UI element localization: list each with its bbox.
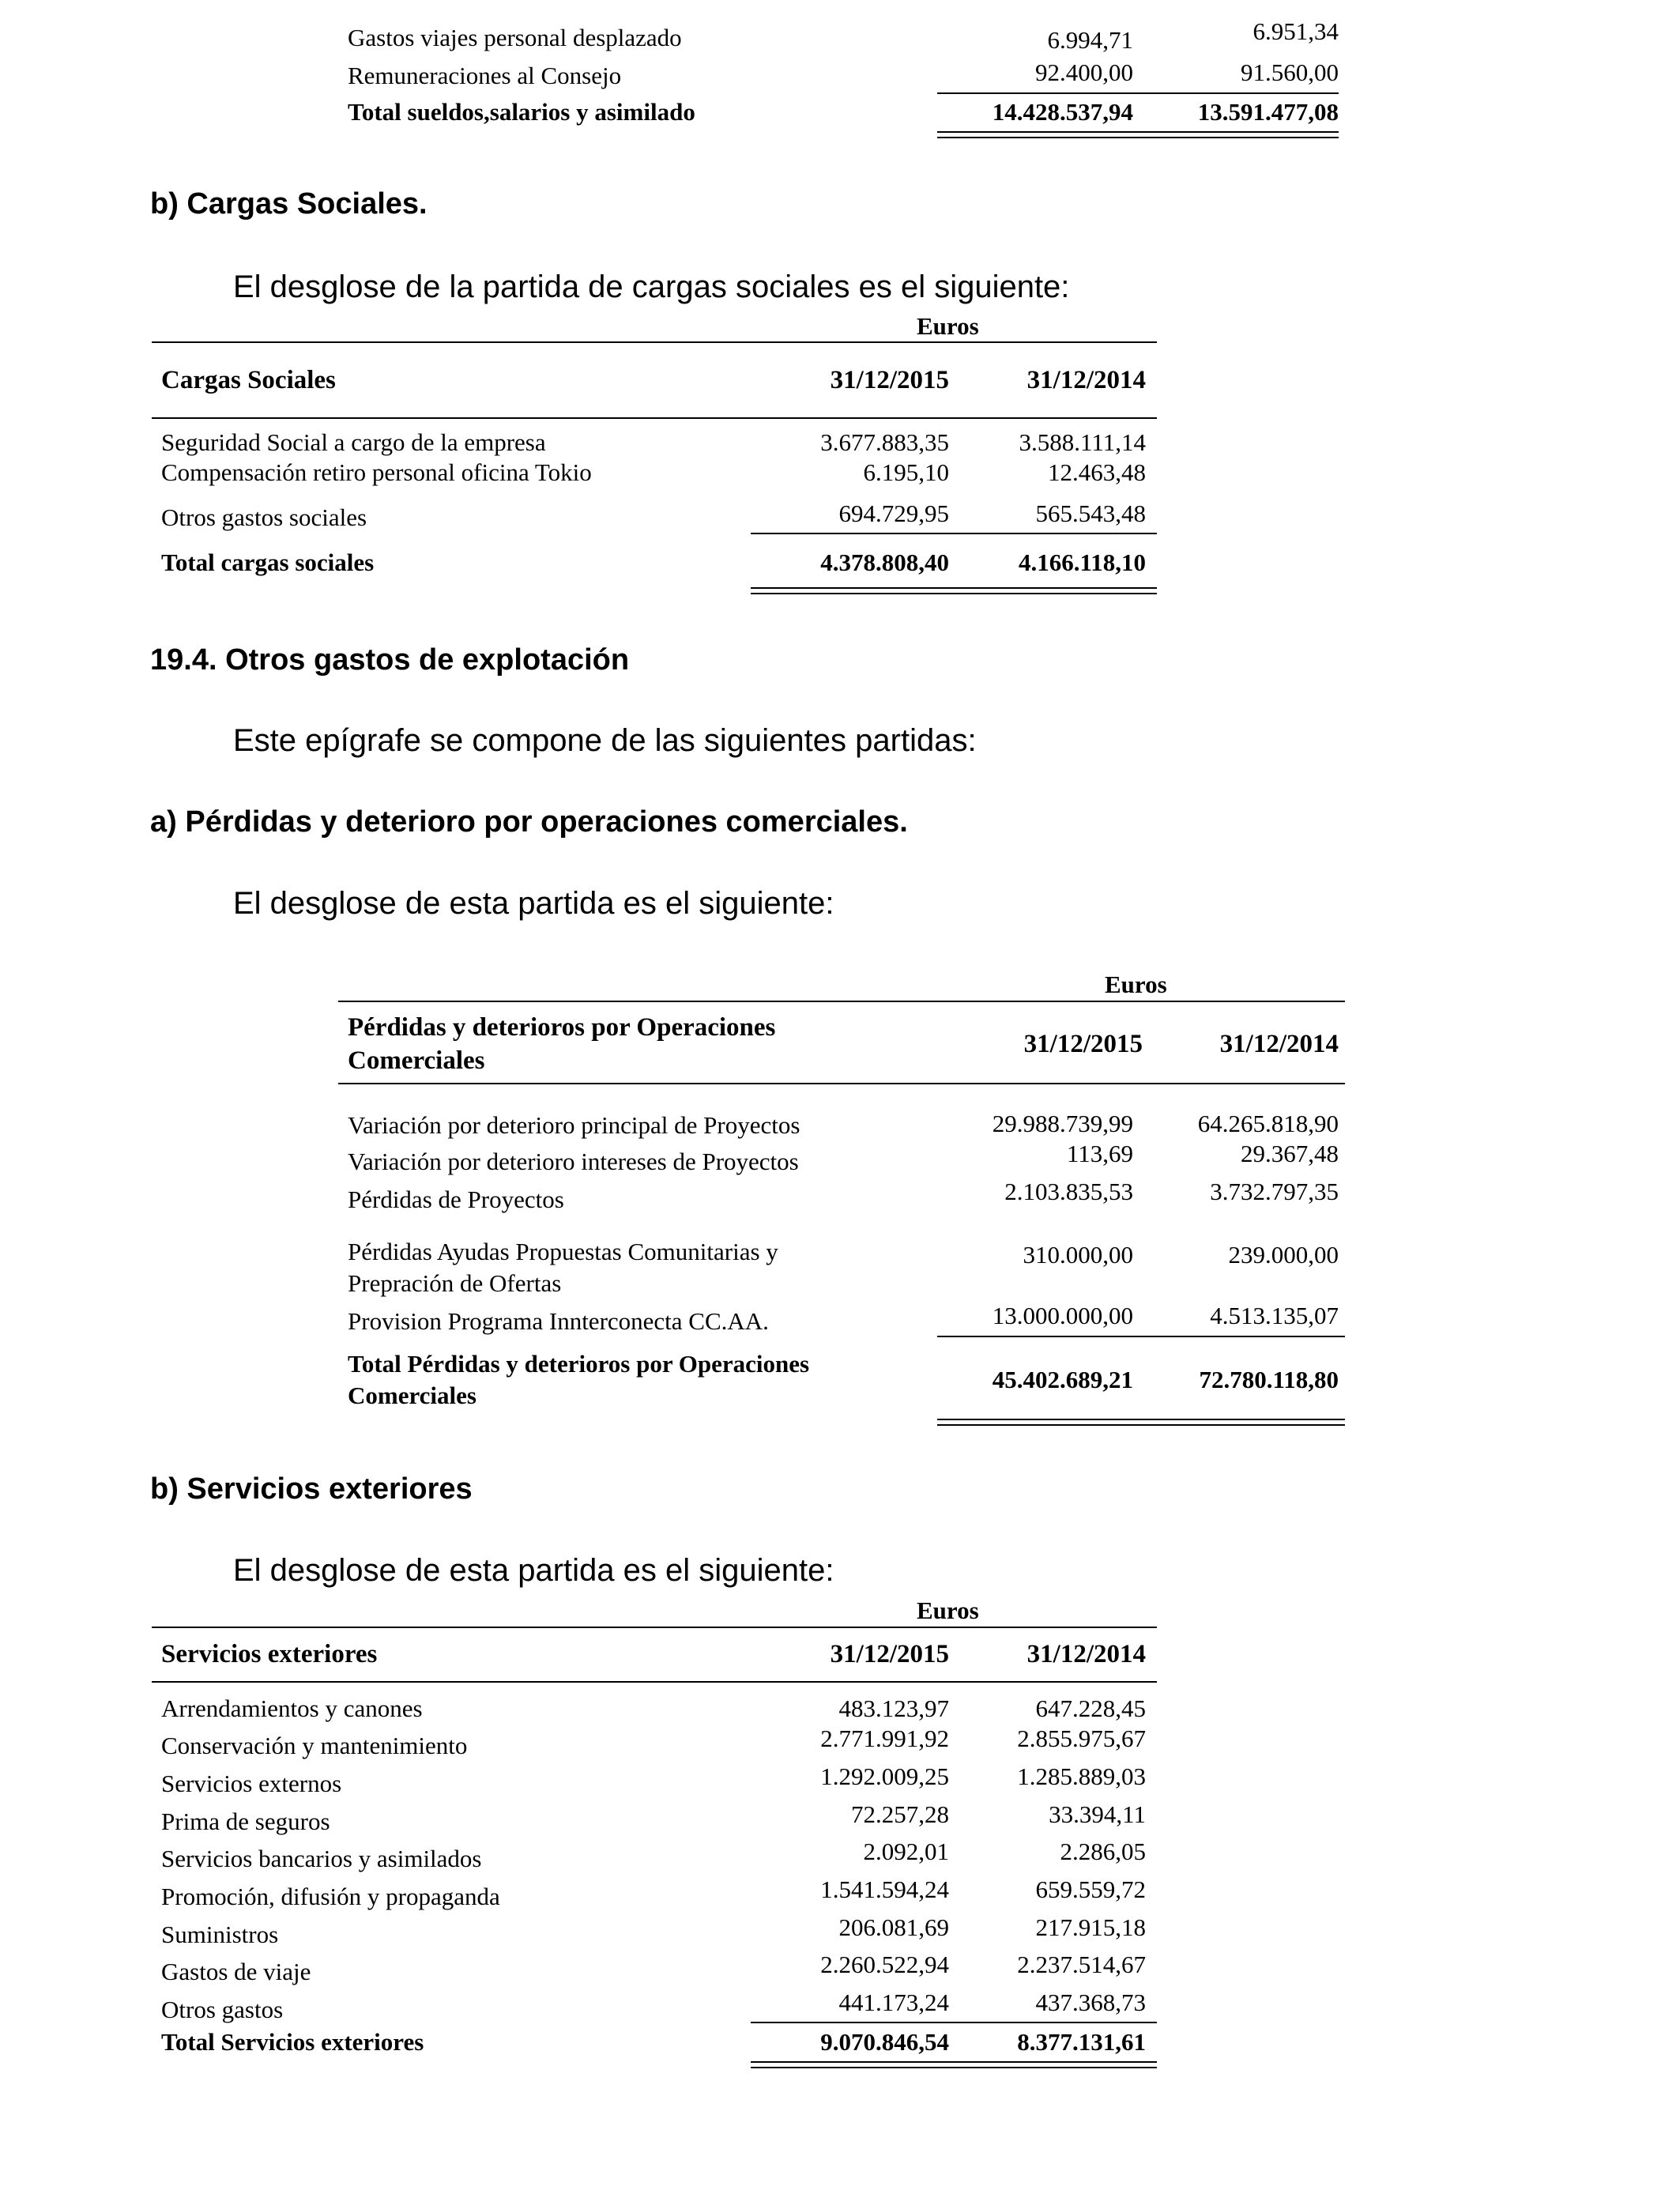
total-label: Total sueldos,salarios y asimilado [348, 98, 695, 126]
total-label: Total Servicios exteriores [161, 2028, 424, 2056]
subtotal-rule [751, 2022, 1157, 2023]
table-row-label: Compensación retiro personal oficina Tokio [161, 458, 592, 486]
table-row-value-2015: 29.988.739,99 [992, 1110, 1133, 1137]
table-row-value-2015: 441.173,24 [838, 1989, 949, 2016]
table-row-label: Suministros [161, 1921, 279, 1948]
table-row-value-2014: 12.463,48 [1048, 458, 1146, 486]
row-value-2014: 6.951,34 [1252, 17, 1339, 45]
subtotal-rule [751, 533, 1157, 534]
row-value-2015: 92.400,00 [1035, 58, 1133, 86]
table-row-value-2014: 1.285.889,03 [1017, 1762, 1146, 1790]
subtotal-rule [937, 1336, 1345, 1337]
table-row-label: Provision Programa Innterconecta CC.AA. [348, 1307, 769, 1335]
total-value-2015: 4.378.808,40 [820, 548, 949, 576]
table-row-value-2015: 2.092,01 [863, 1838, 949, 1865]
column-header-2015: 31/12/2015 [1023, 1030, 1143, 1058]
table-row-value-2015: 2.103.835,53 [1004, 1178, 1133, 1205]
column-header-title: Pérdidas y deterioros por Operaciones [348, 1013, 776, 1042]
table-row-value-2014: 4.513.135,07 [1210, 1302, 1339, 1329]
table-row-value-2014: 239.000,00 [1228, 1241, 1339, 1269]
table-row-label: Pérdidas de Proyectos [348, 1186, 564, 1213]
section-intro: El desglose de esta partida es el siguiente: [233, 886, 834, 921]
table-row-value-2015: 113,69 [1066, 1140, 1133, 1167]
table-row-value-2015: 3.677.883,35 [820, 428, 949, 456]
table-row-value-2015: 2.260.522,94 [820, 1951, 949, 1978]
subtotal-rule [937, 92, 1339, 94]
column-header-title: Servicios exteriores [161, 1640, 378, 1668]
section-intro: El desglose de esta partida es el siguiente: [233, 1553, 834, 1588]
table-row-label: Otros gastos sociales [161, 503, 367, 531]
euros-label: Euros [917, 312, 979, 340]
euros-label: Euros [917, 1596, 979, 1624]
table-row-label: Pérdidas Ayudas Propuestas Comunitarias y [348, 1238, 778, 1265]
table-row-label: Variación por deterioro intereses de Proyectos [348, 1148, 799, 1175]
total-value-2015: 14.428.537,94 [992, 98, 1133, 126]
table-row-value-2014: 64.265.818,90 [1197, 1110, 1339, 1137]
table-row-label: Prima de seguros [161, 1808, 330, 1835]
column-header-2014: 31/12/2014 [1219, 1030, 1339, 1058]
table-row-value-2014: 33.394,11 [1049, 1800, 1146, 1828]
column-header-title: Cargas Sociales [161, 366, 336, 394]
row-value-2014: 91.560,00 [1241, 58, 1339, 86]
total-value-2015: 45.402.689,21 [992, 1366, 1133, 1393]
section-intro: El desglose de la partida de cargas sociales es el siguiente: [233, 270, 1070, 304]
table-top-rule [338, 1001, 1345, 1002]
header-bottom-rule [152, 1681, 1157, 1683]
column-header-2015: 31/12/2015 [830, 366, 949, 394]
column-header-2014: 31/12/2014 [1026, 366, 1146, 394]
table-row-label-line2: Prepración de Ofertas [348, 1269, 562, 1297]
table-row-label: Servicios bancarios y asimilados [161, 1845, 482, 1872]
table-row-value-2015: 1.541.594,24 [820, 1875, 949, 1903]
total-double-rule [751, 2061, 1157, 2068]
total-value-2014: 8.377.131,61 [1017, 2028, 1146, 2056]
table-row-label: Variación por deterioro principal de Proyectos [348, 1111, 800, 1139]
table-row-label: Servicios externos [161, 1770, 342, 1797]
table-row-value-2014: 2.237.514,67 [1017, 1951, 1146, 1978]
table-row-value-2014: 217.915,18 [1035, 1913, 1146, 1941]
total-double-rule [751, 587, 1157, 594]
table-row-value-2014: 29.367,48 [1241, 1140, 1339, 1167]
table-row-value-2015: 310.000,00 [1023, 1241, 1133, 1269]
header-bottom-rule [152, 417, 1157, 419]
section-heading: b) Cargas Sociales. [150, 187, 428, 221]
table-row-label: Promoción, difusión y propaganda [161, 1883, 500, 1910]
table-row-value-2014: 2.286,05 [1060, 1838, 1146, 1865]
table-row-value-2014: 659.559,72 [1035, 1875, 1146, 1903]
table-top-rule [152, 1627, 1157, 1628]
section-heading: b) Servicios exteriores [150, 1472, 473, 1506]
table-row-value-2014: 647.228,45 [1035, 1695, 1146, 1722]
table-row-value-2015: 72.257,28 [851, 1800, 949, 1828]
table-row-label: Arrendamientos y canones [161, 1695, 423, 1722]
section-heading: 19.4. Otros gastos de explotación [150, 643, 630, 677]
table-row-value-2015: 13.000.000,00 [992, 1302, 1133, 1329]
table-row-value-2014: 437.368,73 [1035, 1989, 1146, 2016]
total-double-rule [937, 1419, 1345, 1426]
total-value-2015: 9.070.846,54 [820, 2028, 949, 2056]
row-value-2015: 6.994,71 [1047, 26, 1133, 54]
table-row-label: Gastos de viaje [161, 1958, 311, 1985]
column-header-2015: 31/12/2015 [830, 1640, 949, 1668]
table-top-rule [152, 341, 1157, 343]
euros-label: Euros [1105, 971, 1167, 998]
table-row-label: Seguridad Social a cargo de la empresa [161, 428, 546, 456]
table-row-label: Otros gastos [161, 1996, 284, 2023]
total-label: Total Pérdidas y deterioros por Operaciones [348, 1350, 810, 1378]
total-double-rule [937, 131, 1339, 138]
table-row-value-2015: 2.771.991,92 [820, 1725, 949, 1752]
total-value-2014: 13.591.477,08 [1197, 98, 1339, 126]
section-heading: a) Pérdidas y deterioro por operaciones comerciales. [150, 805, 908, 839]
column-header-title-line2: Comerciales [348, 1046, 485, 1075]
table-row-value-2014: 3.732.797,35 [1210, 1178, 1339, 1205]
table-row-value-2015: 483.123,97 [838, 1695, 949, 1722]
table-row-label: Conservación y mantenimiento [161, 1732, 468, 1759]
table-row-value-2014: 2.855.975,67 [1017, 1725, 1146, 1752]
table-row-value-2015: 1.292.009,25 [820, 1762, 949, 1790]
section-intro: Este epígrafe se compone de las siguientes partidas: [233, 723, 977, 758]
total-value-2014: 4.166.118,10 [1018, 548, 1146, 576]
total-label-line2: Comerciales [348, 1382, 477, 1409]
total-value-2014: 72.780.118,80 [1199, 1366, 1339, 1393]
table-row-value-2015: 694.729,95 [838, 499, 949, 527]
column-header-2014: 31/12/2014 [1026, 1640, 1146, 1668]
header-bottom-rule [338, 1083, 1345, 1084]
total-label: Total cargas sociales [161, 548, 375, 576]
table-row-value-2015: 206.081,69 [838, 1913, 949, 1941]
row-label: Remuneraciones al Consejo [348, 62, 622, 89]
row-label: Gastos viajes personal desplazado [348, 24, 682, 51]
table-row-value-2015: 6.195,10 [863, 458, 949, 486]
table-row-value-2014: 565.543,48 [1035, 499, 1146, 527]
table-row-value-2014: 3.588.111,14 [1019, 428, 1146, 456]
